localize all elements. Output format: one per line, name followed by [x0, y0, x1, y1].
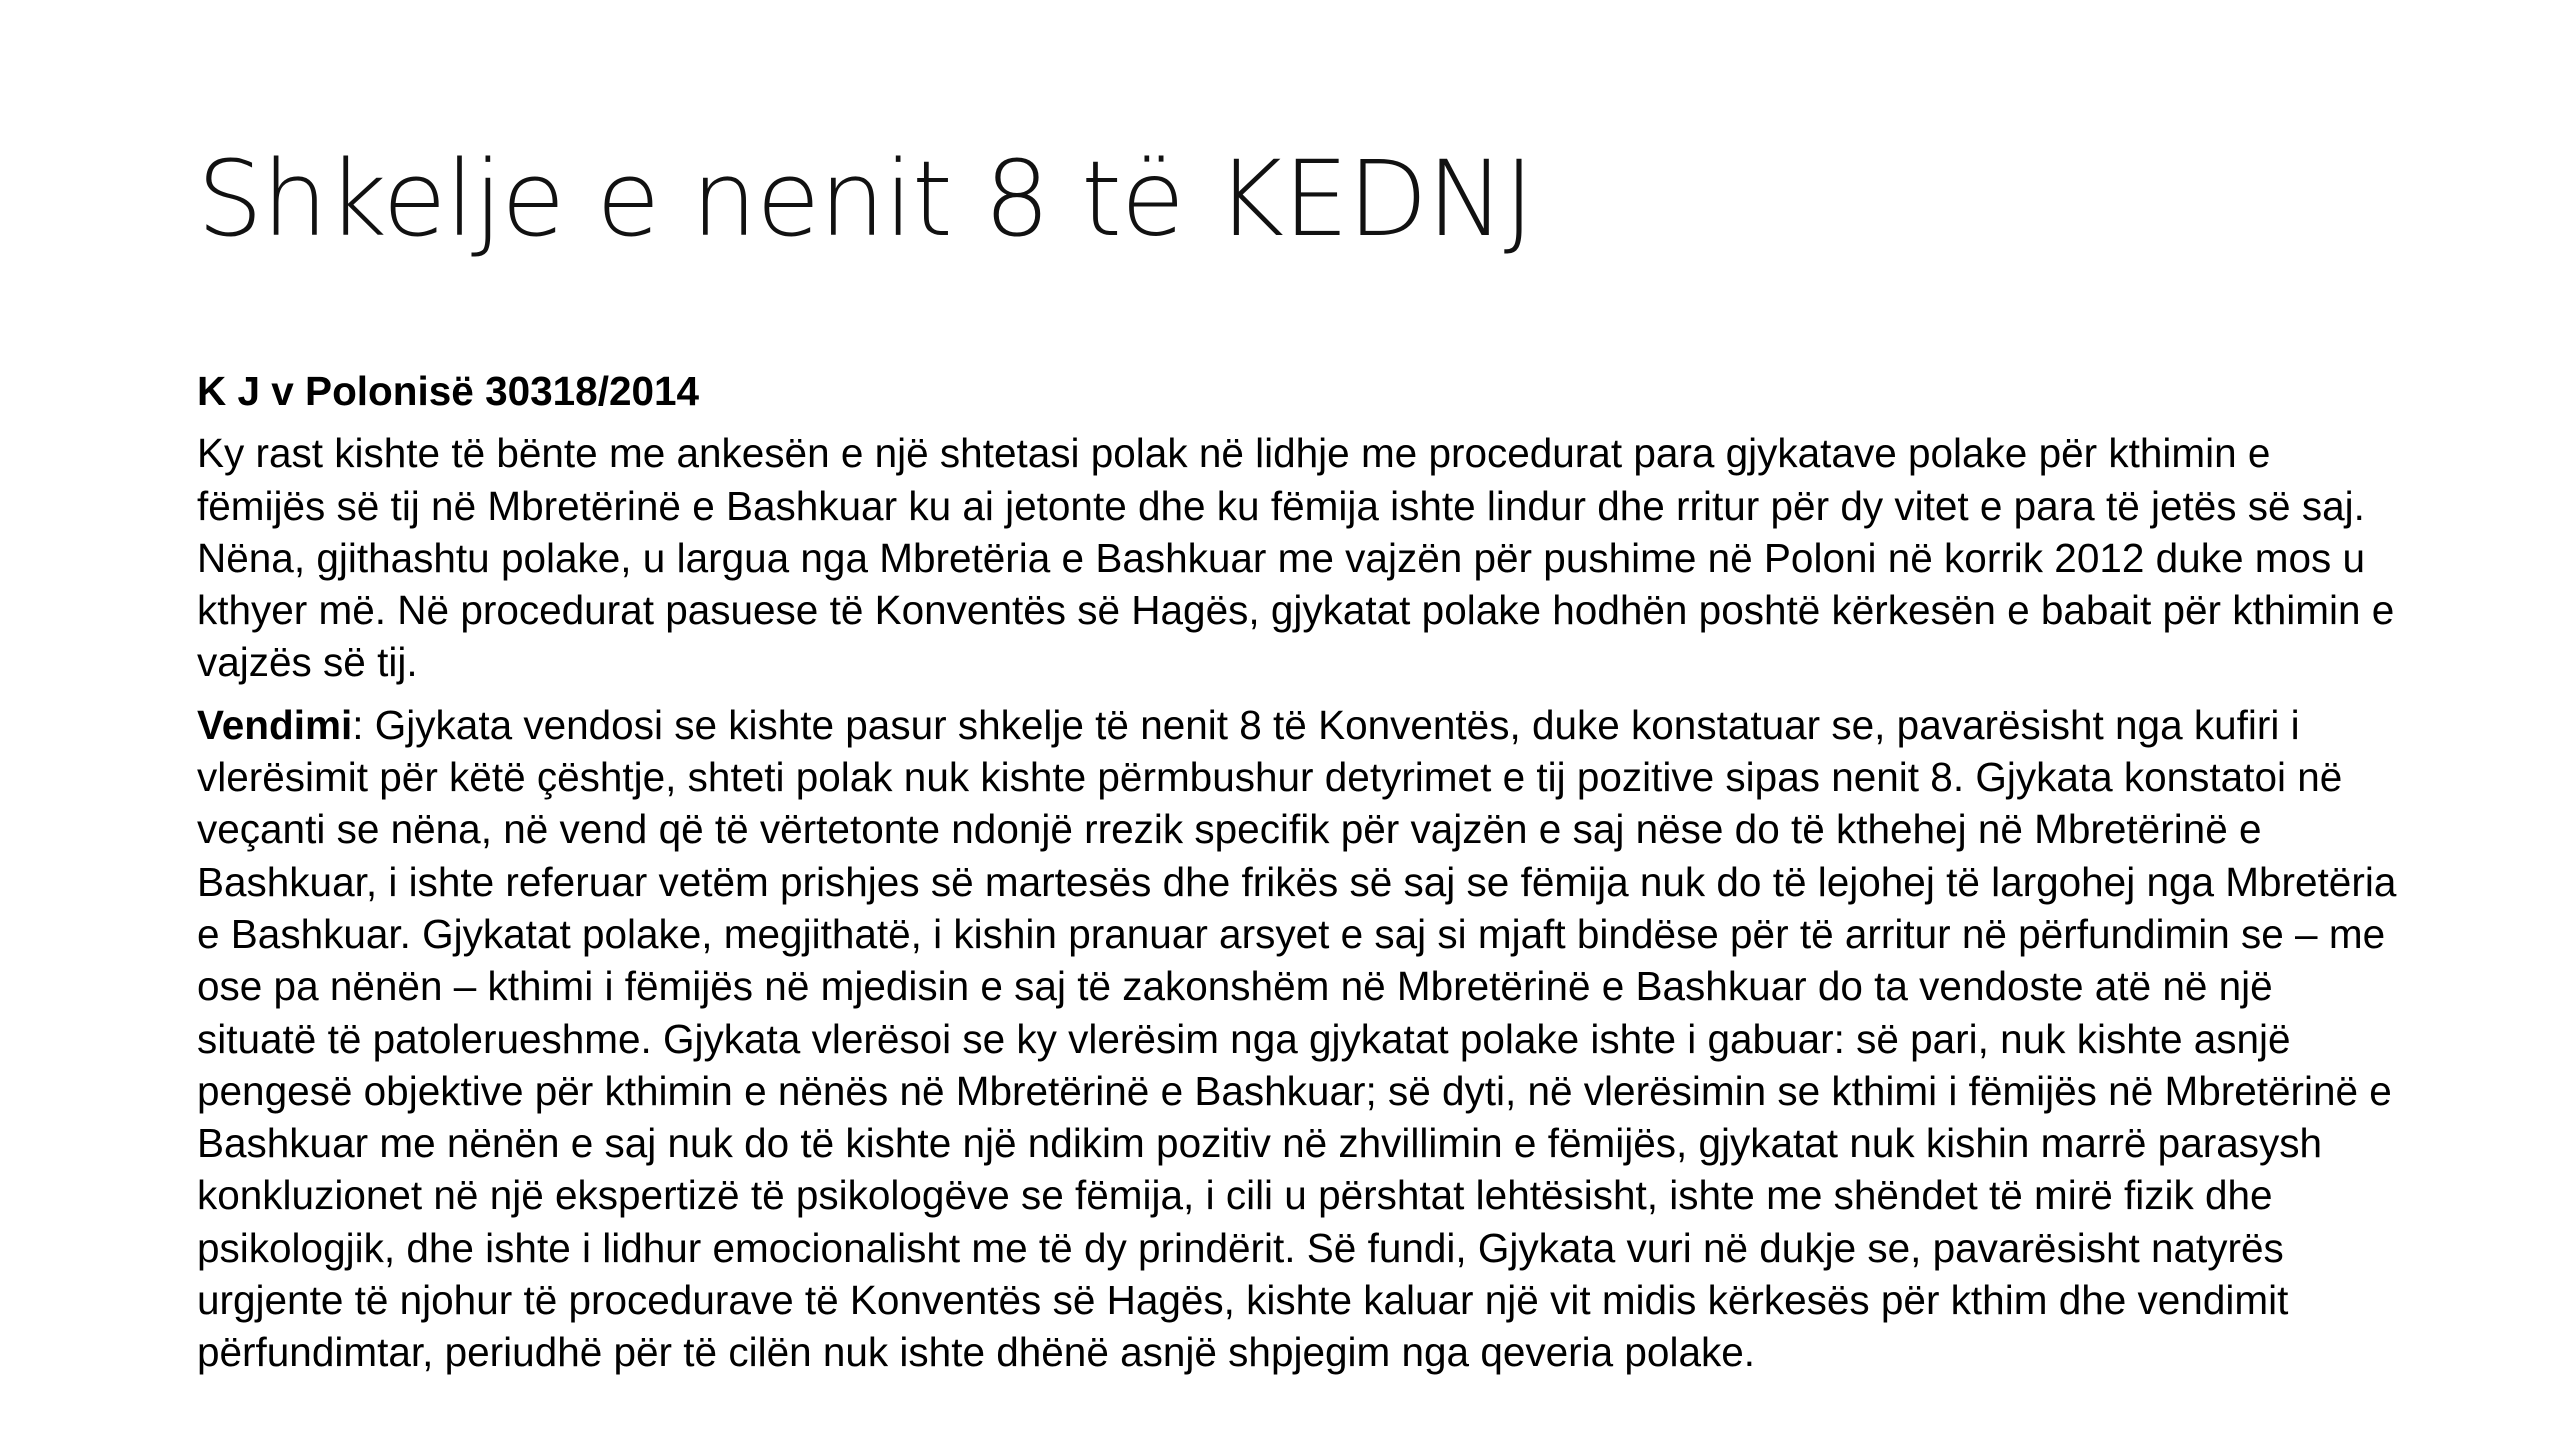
verdict-text: : Gjykata vendosi se kishte pasur shkelje të nenit 8 të Konventës, duke konstatuar se, pavarësisht nga kufiri i vlerësimit për këtë çështje, shteti polak nuk kishte përmbushur detyrimet e tij pozitive sipas nenit 8. Gjykata konstatoi në veçanti se nëna, në vend që të vërtetonte ndonjë rrezik specifik për vajzën e saj nëse do të kthehej në Mbretërinë e Bashkuar, i ishte referuar vetëm prishjes së martesës dhe frikës së saj se fëmija nuk do të lejohej të largohej nga Mbretëria e Bashkuar. Gjykatat polake, megjithatë, i kishin pranuar arsyet e saj si mjaft bindëse për të arritur në përfundimin se – me ose pa nënën – kthimi i fëmijës në mjedisin e saj të zakonshëm në Mbretërinë e Bashkuar do ta vendoste atë në një situatë të patolerueshme. Gjykata vlerësoi se ky vlerësim nga gjykatat polake ishte i gabuar: së pari, nuk kishte asnjë pengesë objektive për kthimin e nënës në Mbretërinë e Bashkuar; së dyti, në vlerësimin se kthimi i fëmijës në Mbretërinë e Bashkuar me nënën e saj nuk do të kishte një ndikim pozitiv në zhvillimin e fëmijës, gjykatat nuk kishin marrë parasysh konkluzionet në një ekspertizë të psikologëve se fëmija, i cili u përshtat lehtësisht, ishte me shëndet të mirë fizik dhe psikologjik, dhe ishte i lidhur emocionalisht me të dy prindërit. Së fundi, Gjykata vuri në dukje se, pavarësisht natyrës urgjente të njohur të procedurave të Konventës së Hagës, kishte kaluar një vit midis kërkesës për kthim dhe vendimit përfundimtar, periudhë për të cilën nuk ishte dhënë asnjë shpjegim nga qeveria polake. — [197, 701, 2397, 1376]
facts-paragraph: Ky rast kishte të bënte me ankesën e një shtetasi polak në lidhje me procedurat para gjykatave polake për kthimin e fëmijës së tij në Mbretërinë e Bashkuar ku ai jetonte dhe ku fëmija ishte lindur dhe rritur për dy vitet e para të jetës së saj. Nëna, gjithashtu polake, u largua nga Mbretëria e Bashkuar me vajzën për pushime në Poloni në korrik 2012 duke mos u kthyer më. Në procedurat pasuese të Konventës së Hagës, gjykatat polake hodhën poshtë kërkesën e babait për kthimin e vajzës së tij. — [197, 430, 2395, 686]
slide-body — [197, 365, 2397, 1389]
verdict-paragraph — [197, 699, 2397, 1379]
slide-title: Shkelje e nenit 8 të KEDNJ — [197, 138, 1534, 260]
case-reference: K J v Polonisë 30318/2014 — [197, 368, 700, 414]
verdict-label: Vendimi — [197, 701, 353, 748]
